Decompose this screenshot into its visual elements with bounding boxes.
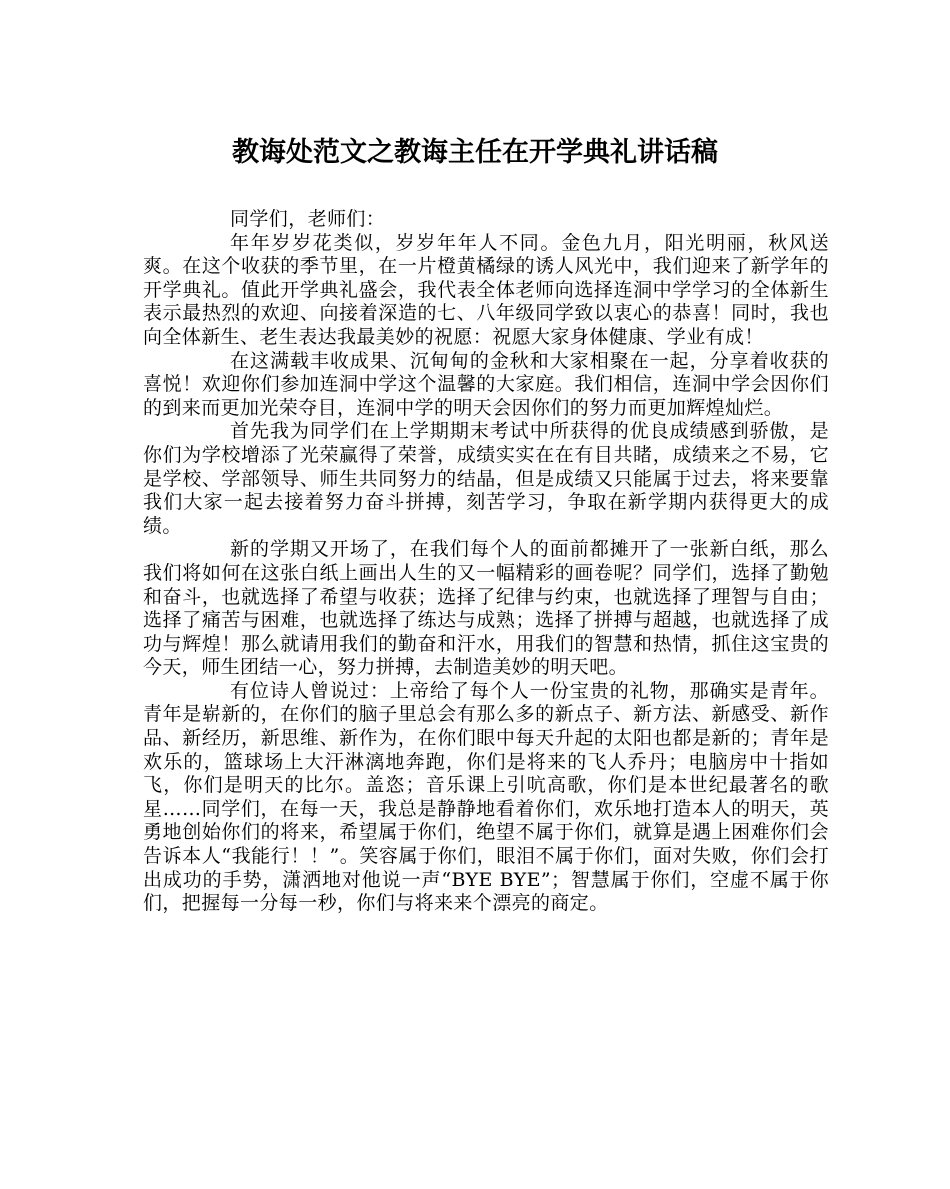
document-title: 教诲处范文之教诲主任在开学典礼讲话稿: [232, 137, 718, 168]
paragraph-3: 首先我为同学们在上学期期末考试中所获得的优良成绩感到骄傲，是你们为学校增添了光荣赢得了荣誉，成绩实实在在有目共睹，成绩来之不易，它是学校、学部领导、师生共同努力的结晶，但是成绩又只能属于过去，将来要靠我们大家一起去接着努力奋斗拼搏，刻苦学习，争取在新学期内获得更大的成绩。: [143, 420, 829, 537]
paragraph-2: 在这满载丰收成果、沉甸甸的金秋和大家相聚在一起，分享着收获的喜悦！欢迎你们参加连洞中学这个温馨的大家庭。我们相信，连洞中学会因你们的到来而更加光荣夺目，连洞中学的明天会因你们的努力而更加辉煌灿烂。: [143, 349, 829, 419]
paragraph-4: 新的学期又开场了，在我们每个人的面前都摊开了一张新白纸，那么我们将如何在这张白纸上画出人生的又一幅精彩的画卷呢？同学们，选择了勤勉和奋斗，也就选择了希望与收获；选择了纪律与约束，也就选择了理智与自由；选择了痛苦与困难，也就选择了练达与成熟；选择了拼搏与超越，也就选择了成功与辉煌！那么就请用我们的勤奋和汗水，用我们的智慧和热情，抓住这宝贵的今天，师生团结一心，努力拼搏，去制造美妙的明天吧。: [143, 538, 829, 679]
paragraph-5: 有位诗人曾说过：上帝给了每个人一份宝贵的礼物，那确实是青年。青年是崭新的，在你们的脑子里总会有那么多的新点子、新方法、新感受、新作品、新经历，新思维、新作为，在你们眼中每天升起的太阳也都是新的；青年是欢乐的，篮球场上大汗淋漓地奔跑，你们是将来的飞人乔丹；电脑房中十指如飞，你们是明天的比尔。盖恣；音乐课上引吭高歌，你们是本世纪最著名的歌星……同学们，在每一天，我总是静静地看着你们，欢乐地打造本人的明天，英勇地创始你们的将来，希望属于你们，绝望不属于你们，就算是遇上困难你们会告诉本人“我能行！！”。笑容属于你们，眼泪不属于你们，面对失败，你们会打出成功的手势，潇洒地对他说一声“BYE BYE”；智慧属于你们，空虚不属于你们，把握每一分每一秒，你们与将来来个漂亮的商定。: [143, 679, 829, 915]
paragraph-1: 年年岁岁花类似，岁岁年年人不同。金色九月，阳光明丽，秋风送爽。在这个收获的季节里，在一片橙黄橘绿的诱人风光中，我们迎来了新学年的开学典礼。值此开学典礼盛会，我代表全体老师向选择连洞中学学习的全体新生表示最热烈的欢迎、向接着深造的七、八年级同学致以衷心的恭喜！同时，我也向全体新生、老生表达我最美妙的祝愿：祝愿大家身体健康、学业有成！: [143, 231, 829, 348]
salutation: 同学们，老师们：: [230, 208, 386, 230]
document-body: [143, 208, 829, 916]
